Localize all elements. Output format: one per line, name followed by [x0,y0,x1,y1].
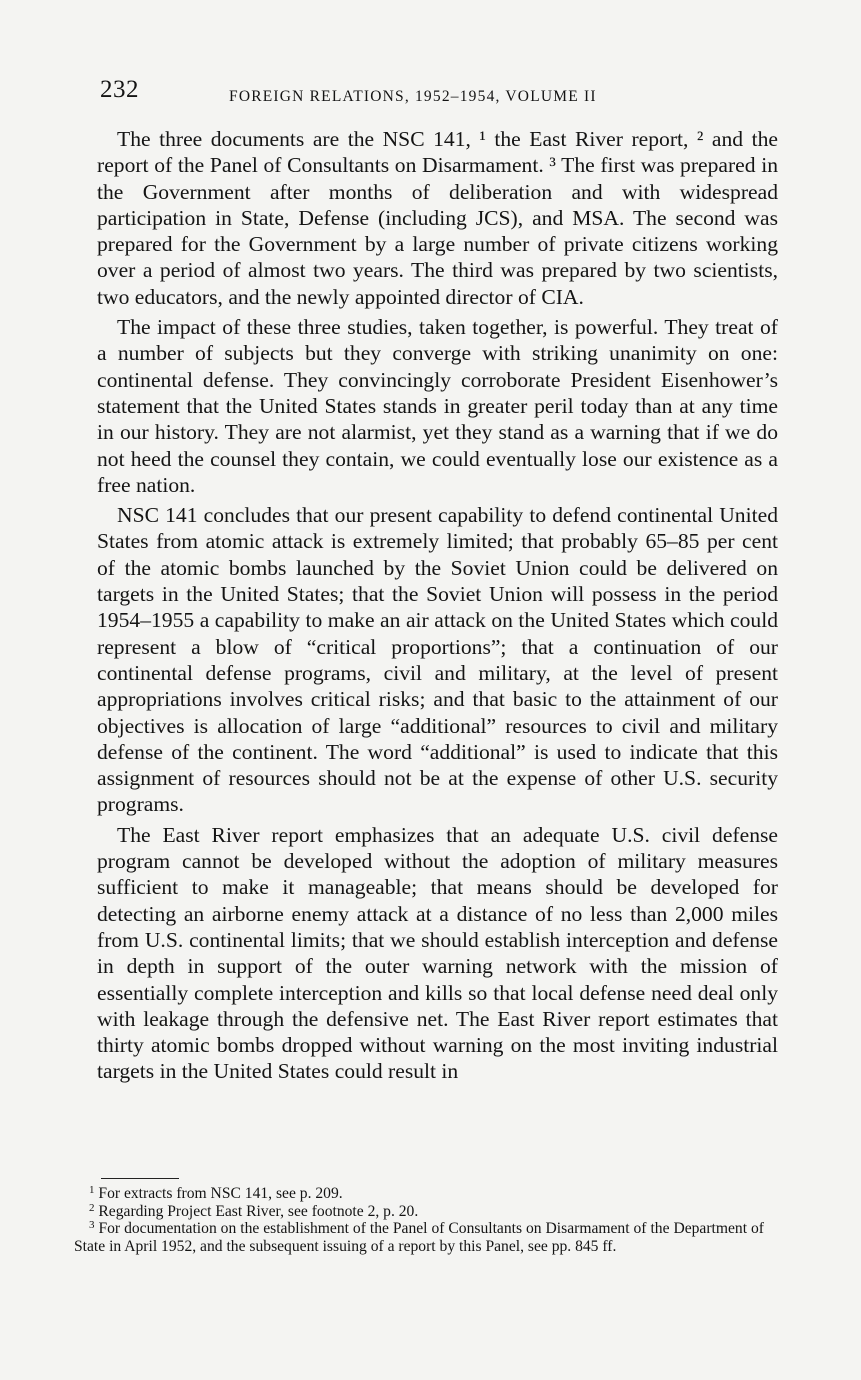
page-header [100,72,760,112]
footnote-mark: 2 [89,1201,95,1214]
paragraph-3: NSC 141 concludes that our present capability to defend continental United States from atomic attack is extremely limited; that probably 65–85 per cent of the atomic bombs launched by the Soviet Union could be delivered on targets in the United States; that the Soviet Union will possess in the period 1954–1955 a capability to make an air attack on the United States which could represent a blow of “critical proportions”; that a continuation of our continental defense programs, civil and military, at the level of present appropriations involves critical risks; and that basic to the attainment of our objectives is allocation of large “additional” resources to civil and military defense of the continent. The word “additional” is used to indicate that this assignment of resources should not be at the expense of other U.S. security programs. [97,503,778,817]
footnote-3 [74,1220,764,1255]
paragraph-4: The East River report emphasizes that an adequate U.S. civil defense program cannot be developed without the adoption of military measures sufficient to make it manageable; that means should be developed for detecting an airborne enemy attack at a distance of no less than 2,000 miles from U.S. continental limits; that we should establish interception and defense in depth in support of the outer warning network with the mission of essentially complete interception and kills so that local defense need deal only with leakage through the defensive net. The East River report estimates that thirty atomic bombs dropped without warning on the most inviting industrial targets in the United States could result in [97,822,778,1084]
paragraph-1: The three documents are the NSC 141, ¹ the East River report, ² and the report of the Panel of Consultants on Disarmament. ³ The first was prepared in the Government after months of deliberation and with widespread participation in State, Defense (including JCS), and MSA. The second was prepared for the Government by a large number of private citizens working over a period of almost two years. The third was prepared by two scientists, two educators, and the newly appointed director of CIA. [97,127,778,309]
footnote-2 [74,1203,764,1221]
paragraph-2: The impact of these three studies, taken together, is powerful. They treat of a number of subjects but they converge with striking unanimity on one: continental defense. They convincingly corroborate President Eisenhower’s statement that the United States stands in greater peril today than at any time in our history. They are not alarmist, yet they stand as a warning that if we do not heed the counsel they contain, we could eventually lose our existence as a free nation. [97,315,778,497]
footnote-mark: 3 [89,1219,95,1232]
footnotes [74,1185,764,1255]
footnote-text: For documentation on the establishment of the Panel of Consultants on Disarmament of the Department of State in April 1952, and the subsequent issuing of a report by this Panel, see pp. 845 ff. [74,1220,764,1255]
footnote-divider [101,1178,179,1179]
footnote-1 [74,1185,764,1203]
running-title: FOREIGN RELATIONS, 1952–1954, VOLUME II [229,88,597,105]
footnote-text: For extracts from NSC 141, see p. 209. [98,1185,343,1202]
footnote-mark: 1 [89,1184,95,1196]
footnote-text: Regarding Project East River, see footnote 2, p. 20. [98,1202,419,1220]
page-number: 232 [100,76,139,103]
body-text [97,126,778,1089]
